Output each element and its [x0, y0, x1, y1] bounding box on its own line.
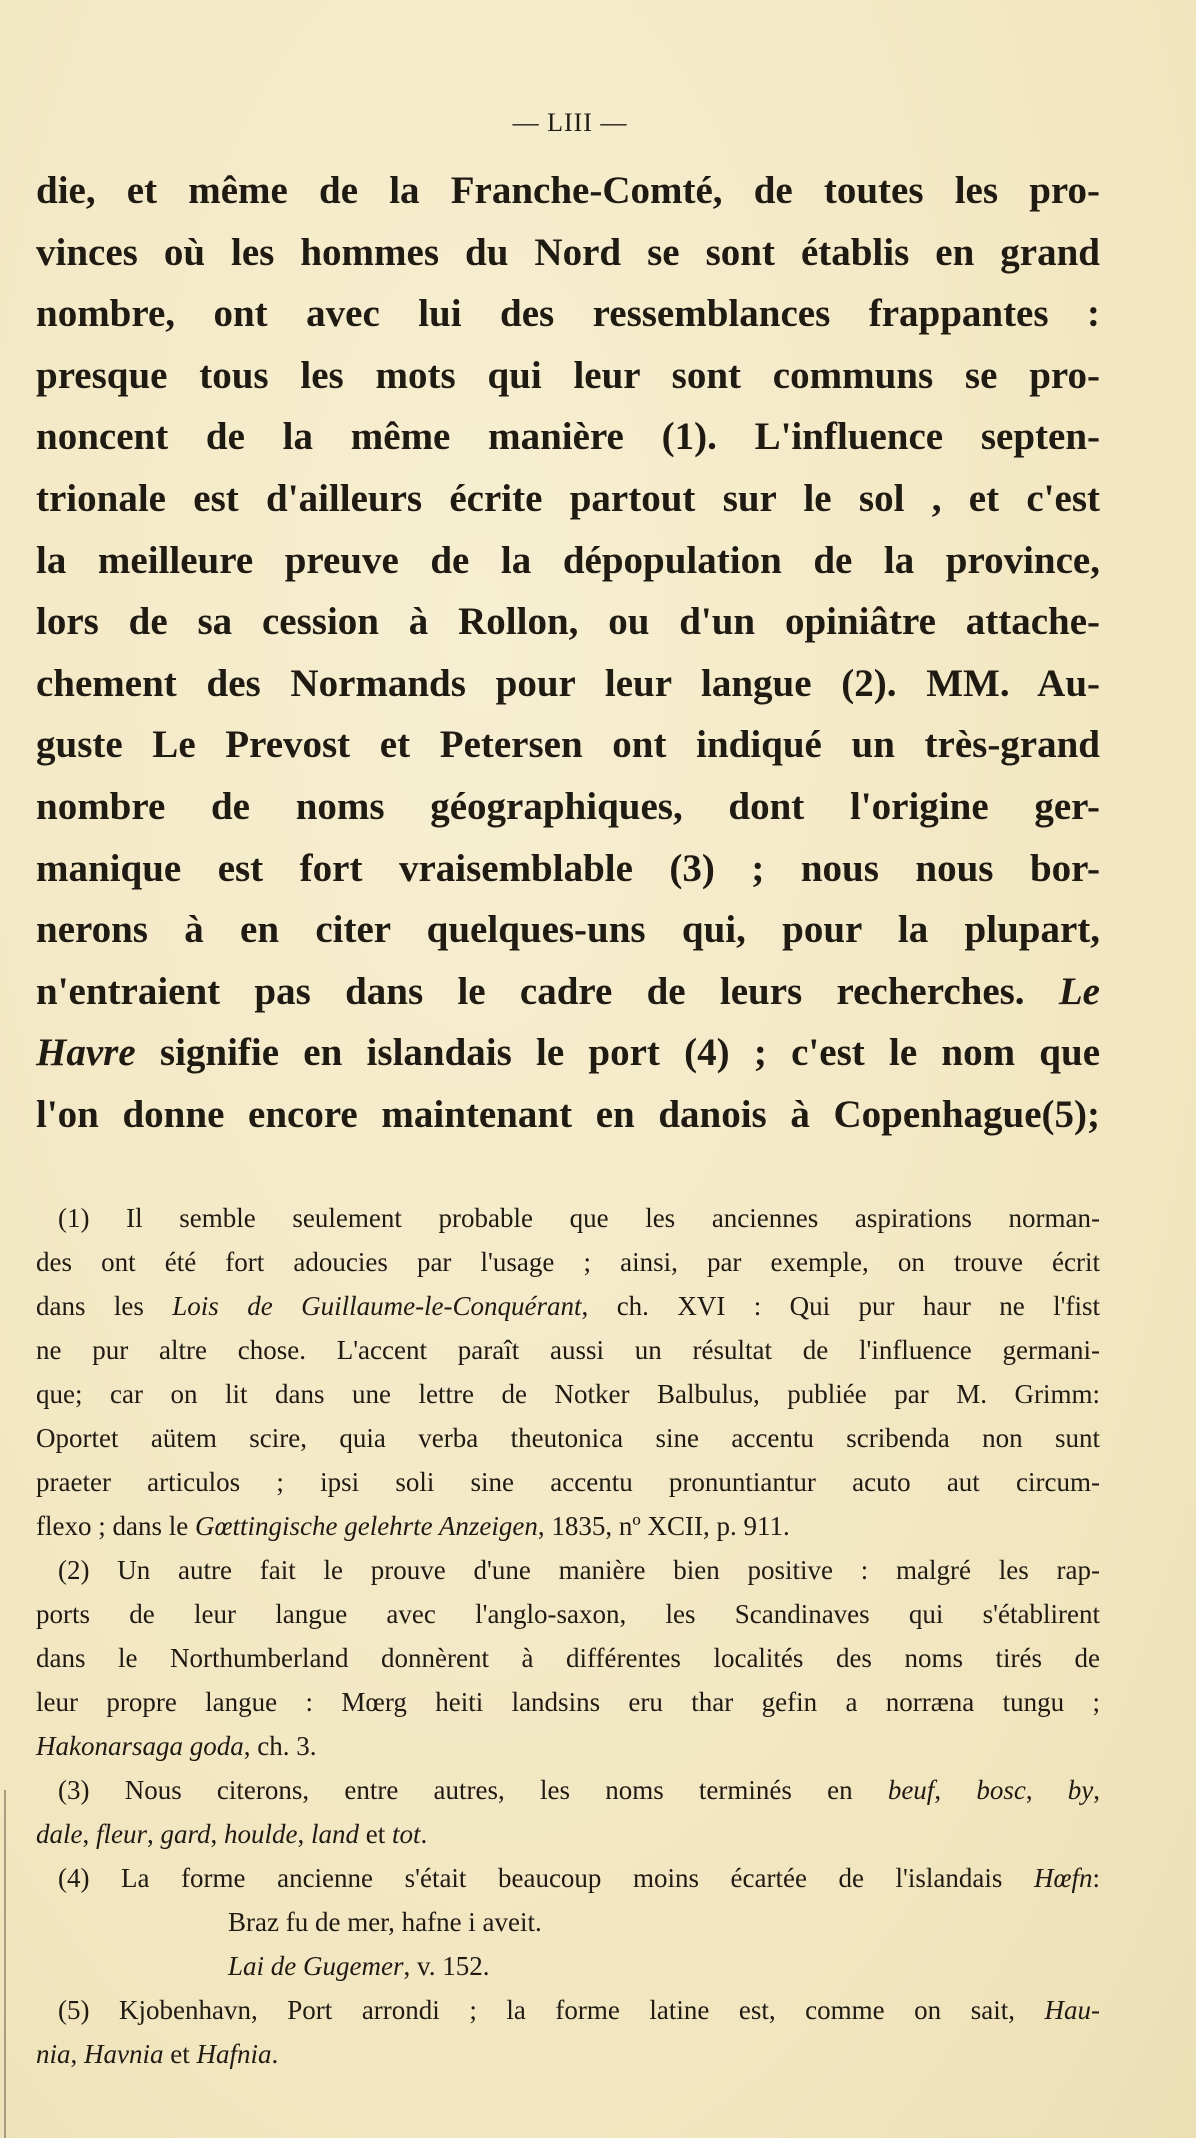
italic-text: Hakonarsaga goda: [36, 1731, 244, 1761]
body-line: [36, 714, 1100, 776]
footnotes: [36, 1196, 1100, 2076]
text-segment: (2) Un autre fait le prouve d'une manière bien positive : malgré les rap-: [58, 1555, 1100, 1585]
footnote-3-line: [36, 1812, 1100, 1856]
text-segment: trionale est d'ailleurs écrite partout sur le sol , et c'est: [36, 476, 1100, 520]
text-segment: la meilleure preuve de la dépopulation de la province,: [36, 538, 1100, 582]
body-line: [36, 222, 1100, 284]
body-line: [36, 345, 1100, 407]
footnote-1-line: [36, 1328, 1100, 1372]
italic-text: Lai de Gugemer: [228, 1951, 404, 1981]
text-segment: l'on donne encore maintenant en danois à Copenhague(5);: [36, 1092, 1100, 1136]
text-segment: flexo ; dans le: [36, 1511, 195, 1541]
footnote-1-line: [36, 1284, 1100, 1328]
text-segment: ,: [70, 2039, 85, 2069]
italic-text: beuf: [887, 1775, 935, 1805]
body-line: [36, 899, 1100, 961]
text-segment: ports de leur langue avec l'anglo-saxon, les Scandinaves qui s'établirent: [36, 1599, 1100, 1629]
body-line: [36, 406, 1100, 468]
footnote-3-line: [36, 1768, 1100, 1812]
italic-text: Le: [1058, 969, 1100, 1013]
footnote-2-line: [36, 1680, 1100, 1724]
italic-text: Hau-: [1044, 1995, 1100, 2025]
text-segment: chement des Normands pour leur langue (2). MM. Au-: [36, 661, 1100, 705]
italic-text: tot: [392, 1819, 421, 1849]
text-segment: (3) Nous citerons, entre autres, les noms terminés en: [58, 1775, 888, 1805]
body-line: [36, 653, 1100, 715]
italic-text: Havre: [36, 1031, 136, 1075]
footnote-2-line: [36, 1724, 1100, 1768]
text-segment: et: [163, 2039, 197, 2069]
text-segment: lors de sa cession à Rollon, ou d'un opiniâtre attache-: [36, 600, 1100, 644]
body-line: [36, 1022, 1100, 1084]
text-segment: , ch. XVI : Qui pur haur ne l'fist: [581, 1291, 1101, 1321]
body-line: [36, 1084, 1100, 1146]
footnote-2-line: [36, 1636, 1100, 1680]
text-segment: signifie en islandais le port (4) ; c'est le nom que: [135, 1031, 1100, 1075]
text-segment: guste Le Prevost et Petersen ont indiqué un très-grand: [36, 723, 1100, 767]
text-segment: noncent de la même manière (1). L'influence septen-: [36, 415, 1100, 459]
italic-text: dale: [36, 1819, 83, 1849]
footnote-4-line: [36, 1900, 1100, 1944]
text-segment: n'entraient pas dans le cadre de leurs recherches.: [36, 969, 1059, 1013]
text-segment: .: [420, 1819, 428, 1849]
text-segment: , v. 152.: [403, 1951, 490, 1981]
text-segment: nombre de noms géographiques, dont l'origine ger-: [36, 784, 1100, 828]
italic-text: Lois de Guillaume-le-Conquérant: [172, 1291, 582, 1321]
text-segment: (1) Il semble seulement probable que les anciennes aspirations norman-: [58, 1203, 1100, 1233]
body-line: [36, 961, 1100, 1023]
text-segment: ,: [210, 1819, 225, 1849]
body-line: [36, 591, 1100, 653]
body-line: [36, 468, 1100, 530]
text-segment: ,: [1093, 1775, 1101, 1805]
footnote-4-line: [36, 1944, 1100, 1988]
text-segment: vinces où les hommes du Nord se sont établis en grand: [36, 230, 1100, 274]
footnote-1-line: [36, 1460, 1100, 1504]
italic-text: bosc: [976, 1775, 1026, 1805]
text-segment: dans les: [36, 1291, 173, 1321]
text-segment: presque tous les mots qui leur sont communs se pro-: [36, 353, 1100, 397]
footnote-1-line: [36, 1416, 1100, 1460]
italic-text: houlde: [224, 1819, 298, 1849]
text-segment: ,: [1025, 1775, 1068, 1805]
text-segment: ,: [297, 1819, 312, 1849]
italic-text: Hafnia: [196, 2039, 272, 2069]
text-segment: Braz fu de mer, hafne i aveit.: [228, 1907, 542, 1937]
italic-text: land: [311, 1819, 360, 1849]
italic-text: gard: [160, 1819, 211, 1849]
body-text: [36, 160, 1100, 1146]
text-segment: nombre, ont avec lui des ressemblances frappantes :: [36, 292, 1100, 336]
body-line: [36, 160, 1100, 222]
text-segment: (4) La forme ancienne s'était beaucoup moins écartée de l'islandais: [58, 1863, 1034, 1893]
text-segment: die, et même de la Franche-Comté, de toutes les pro-: [36, 169, 1100, 212]
footnote-5-line: [36, 2032, 1100, 2076]
page-edge-shadow: [4, 1790, 6, 2138]
text-segment: ,: [82, 1819, 96, 1849]
body-line: [36, 530, 1100, 592]
text-segment: leur propre langue : Mœrg heiti landsins eru thar gefin a norræna tungu ;: [36, 1687, 1100, 1717]
footnote-1-line: [36, 1240, 1100, 1284]
text-segment: nerons à en citer quelques-uns qui, pour la plupart,: [36, 908, 1100, 952]
body-line: [36, 776, 1100, 838]
italic-text: Havnia: [84, 2039, 164, 2069]
body-line: [36, 838, 1100, 900]
italic-text: nia: [36, 2039, 71, 2069]
text-segment: , ch. 3.: [243, 1731, 317, 1761]
text-segment: praeter articulos ; ipsi soli sine accentu pronuntiantur acuto aut circum-: [36, 1467, 1100, 1497]
footnote-4-line: [36, 1856, 1100, 1900]
text-segment: .: [271, 2039, 279, 2069]
page-number: — LIII —: [512, 108, 628, 137]
footnote-2-line: [36, 1548, 1100, 1592]
text-segment: des ont été fort adoucies par l'usage ; ainsi, par exemple, on trouve écrit: [36, 1247, 1100, 1277]
text-segment: que; car on lit dans une lettre de Notker Balbulus, publiée par M. Grimm:: [36, 1379, 1100, 1409]
body-line: [36, 283, 1100, 345]
footnote-5-line: [36, 1988, 1100, 2032]
text-segment: ,: [147, 1819, 161, 1849]
italic-text: Hœfn: [1033, 1863, 1093, 1893]
text-segment: ,: [934, 1775, 977, 1805]
text-segment: manique est fort vraisemblable (3) ; nous nous bor-: [36, 846, 1100, 890]
text-segment: , 1835, nº XCII, p. 911.: [537, 1511, 790, 1541]
text-segment: (5) Kjobenhavn, Port arrondi ; la forme latine est, comme on sait,: [58, 1995, 1045, 2025]
footnote-1-line: [36, 1504, 1100, 1548]
italic-text: by: [1067, 1775, 1094, 1805]
text-segment: et: [359, 1819, 393, 1849]
text-segment: Oportet aütem scire, quia verba theutonica sine accentu scribenda non sunt: [36, 1423, 1100, 1453]
text-segment: dans le Northumberland donnèrent à différentes localités des noms tirés de: [36, 1643, 1100, 1673]
footnote-1-line: [36, 1372, 1100, 1416]
italic-text: Gœttingische gelehrte Anzeigen: [194, 1511, 538, 1541]
footnote-2-line: [36, 1592, 1100, 1636]
footnote-1-line: [36, 1196, 1100, 1240]
text-segment: ne pur altre chose. L'accent paraît aussi un résultat de l'influence germani-: [36, 1335, 1100, 1365]
text-segment: :: [1092, 1863, 1100, 1893]
italic-text: fleur: [96, 1819, 147, 1849]
